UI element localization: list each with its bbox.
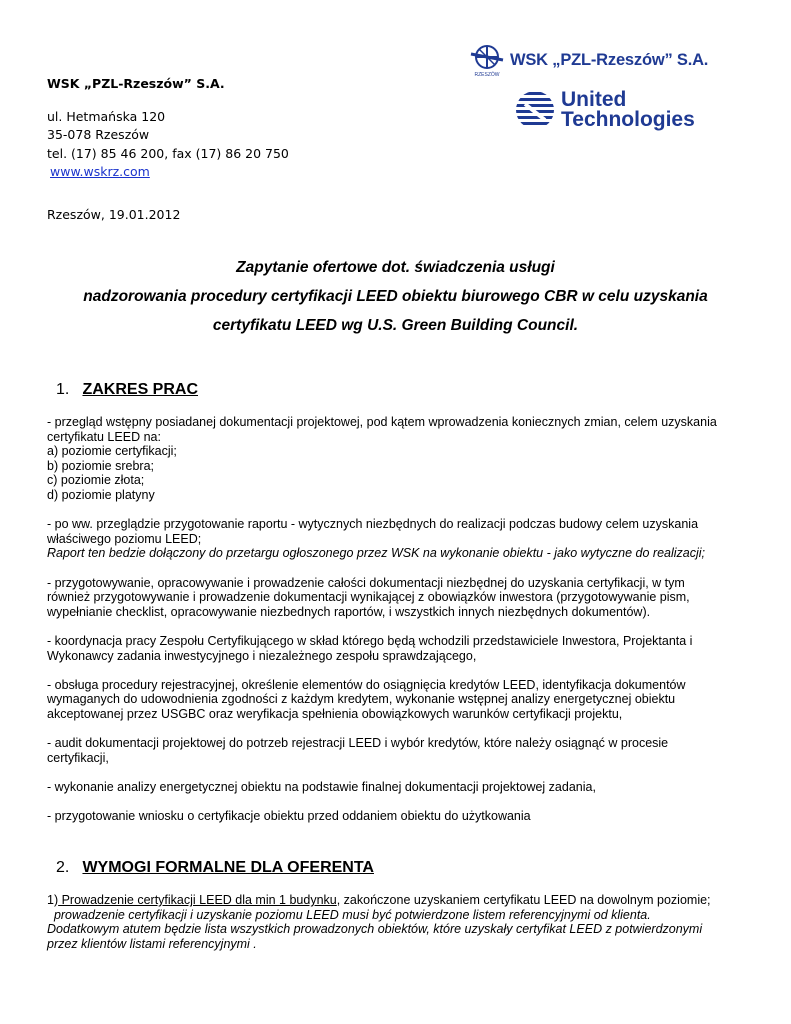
s1-p7: - wykonanie analizy energetycznej obiektu na podstawie finalnej dokumentacji projektowej zadania, <box>47 779 596 794</box>
s1-p1-line: a) poziomie certyfikacji; <box>47 444 177 459</box>
section-1-body <box>47 415 747 824</box>
sender-phone: tel. (17) 85 46 200, fax (17) 86 20 750 <box>47 145 289 161</box>
sender-city: 35-078 Rzeszów <box>47 127 150 142</box>
section-2-heading <box>56 859 374 877</box>
s1-p5-line: - obsługa procedury rejestracyjnej, określenie elementów do osiągnięcia kredytów LEED, identyfikacja dokumentów <box>47 677 686 692</box>
s2-r1-italic-line: przez klientów listami referencyjnymi . <box>47 936 257 951</box>
s1-p4-line: Wykonawcy zadania inwestycyjnego i niezależnego zespołu sprawdzającego, <box>47 648 477 663</box>
section-2-title: WYMOGI FORMALNE DLA OFERENTA <box>82 859 374 876</box>
s1-p6-line: - audit dokumentacji projektowej do potrzeb rejestracji LEED i wybór kredytów, które należy osiągnąć w procesie <box>47 736 669 751</box>
s1-p5-line: akceptowanej przez USGBC oraz weryfikacja spełnienia obowiązkowych warunków certyfikacji projektu, <box>47 706 623 721</box>
s1-p3-line: wypełnianie checklist, opracowywanie niezbednych raportów, i wszystkich innych niezbędnych dokumentów). <box>47 604 651 619</box>
s1-p5-line: wymaganych do udowodnienia zgodności z każdym kredytem, wykonanie wstępnej analizy energetycznej obiektu <box>47 692 676 707</box>
s2-r1-italic-line: prowadzenie certyfikacji i uzyskanie poziomu LEED musi być potwierdzone listem referencyjnymi od klienta. <box>47 907 651 922</box>
s2-r1-rest: , zakończone uzyskaniem certyfikatu LEED na dowolnym poziomie; <box>336 893 711 907</box>
s1-p8: - przygotowanie wniosku o certyfikacje obiektu przed oddaniem obiektu do użytkowania <box>47 809 531 824</box>
wsk-emblem-text: RZESZÓW <box>474 72 500 78</box>
sender-street: ul. Hetmańska 120 <box>47 108 166 124</box>
title-line-3: certyfikatu LEED wg U.S. Green Building Council. <box>212 317 579 334</box>
s1-p6-line: certyfikacji, <box>47 750 109 765</box>
document-date: Rzeszów, 19.01.2012 <box>47 207 181 222</box>
wsk-logo <box>470 42 708 78</box>
wsk-logo-text: WSK „PZL-Rzeszów” S.A. <box>510 50 709 69</box>
s2-r1-italic-line: Dodatkowym atutem będzie lista wszystkich prowadzonych obiektów, które uzyskały certyfikat LEED z potwierdzonymi <box>47 922 703 937</box>
united-technologies-logo <box>515 90 695 130</box>
ut-logo-line2: Technologies <box>561 108 695 131</box>
wsk-emblem-icon <box>470 42 504 78</box>
s1-p4-line: - koordynacja pracy Zespołu Certyfikującego w skład którego będą wchodzili przedstawiciele Inwestora, Projektanta i <box>47 633 693 648</box>
section-1-heading <box>56 381 198 399</box>
s1-p1-line: d) poziomie platyny <box>47 487 155 502</box>
sender-address-block <box>47 75 289 182</box>
s1-p1-line: c) poziomie złota; <box>47 473 145 488</box>
sender-website-link[interactable]: www.wskrz.com <box>50 164 150 179</box>
s1-p2-line: - po ww. przeglądzie przygotowanie raportu - wytycznych niezbędnych do realizacji podczas budowy celem uzyskania <box>47 517 699 532</box>
section-2-body <box>47 893 747 951</box>
s1-p2-italic-note: Raport ten bedzie dołączony do przetargu ogłoszonego przez WSK na wykonanie obiektu - jako wytyczne do realizacji; <box>47 546 706 561</box>
s1-p2-line: właściwego poziomu LEED; <box>47 531 202 546</box>
s1-p1-line: b) poziomie srebra; <box>47 458 154 473</box>
s1-p3-line: również przygotowywanie i prowadzenie dokumentacji wynikającej z obowiązków inwestora (przygotowywanie pism, <box>47 590 690 605</box>
s2-r1-underlined: Prowadzenie certyfikacji LEED dla min 1 budynku <box>58 893 337 907</box>
s1-p1-line: - przegląd wstępny posiadanej dokumentacji projektowej, pod kątem wprowadzenia koniecznych zmian, celem uzyskania <box>47 415 717 429</box>
united-technologies-emblem-icon <box>515 90 555 130</box>
s2-requirement-1 <box>47 893 747 908</box>
section-2-number: 2. <box>56 859 70 876</box>
document-title <box>40 253 751 340</box>
s1-p1-line: certyfikatu LEED na: <box>47 429 161 444</box>
sender-company-name: WSK „PZL-Rzeszów” S.A. <box>47 76 225 91</box>
title-line-2: nadzorowania procedury certyfikacji LEED obiektu biurowego CBR w celu uzyskania <box>83 288 708 305</box>
section-1-title: ZAKRES PRAC <box>82 381 199 398</box>
s2-r1-prefix: 1) <box>47 893 59 907</box>
section-1-number: 1. <box>56 381 70 398</box>
ut-logo-line1: United <box>561 88 627 111</box>
s1-p3-line: - przygotowywanie, opracowywanie i prowadzenie całości dokumentacji niezbędnej do uzyskania certyfikacji, w tym <box>47 575 685 590</box>
title-line-1: Zapytanie ofertowe dot. świadczenia usługi <box>236 259 555 276</box>
